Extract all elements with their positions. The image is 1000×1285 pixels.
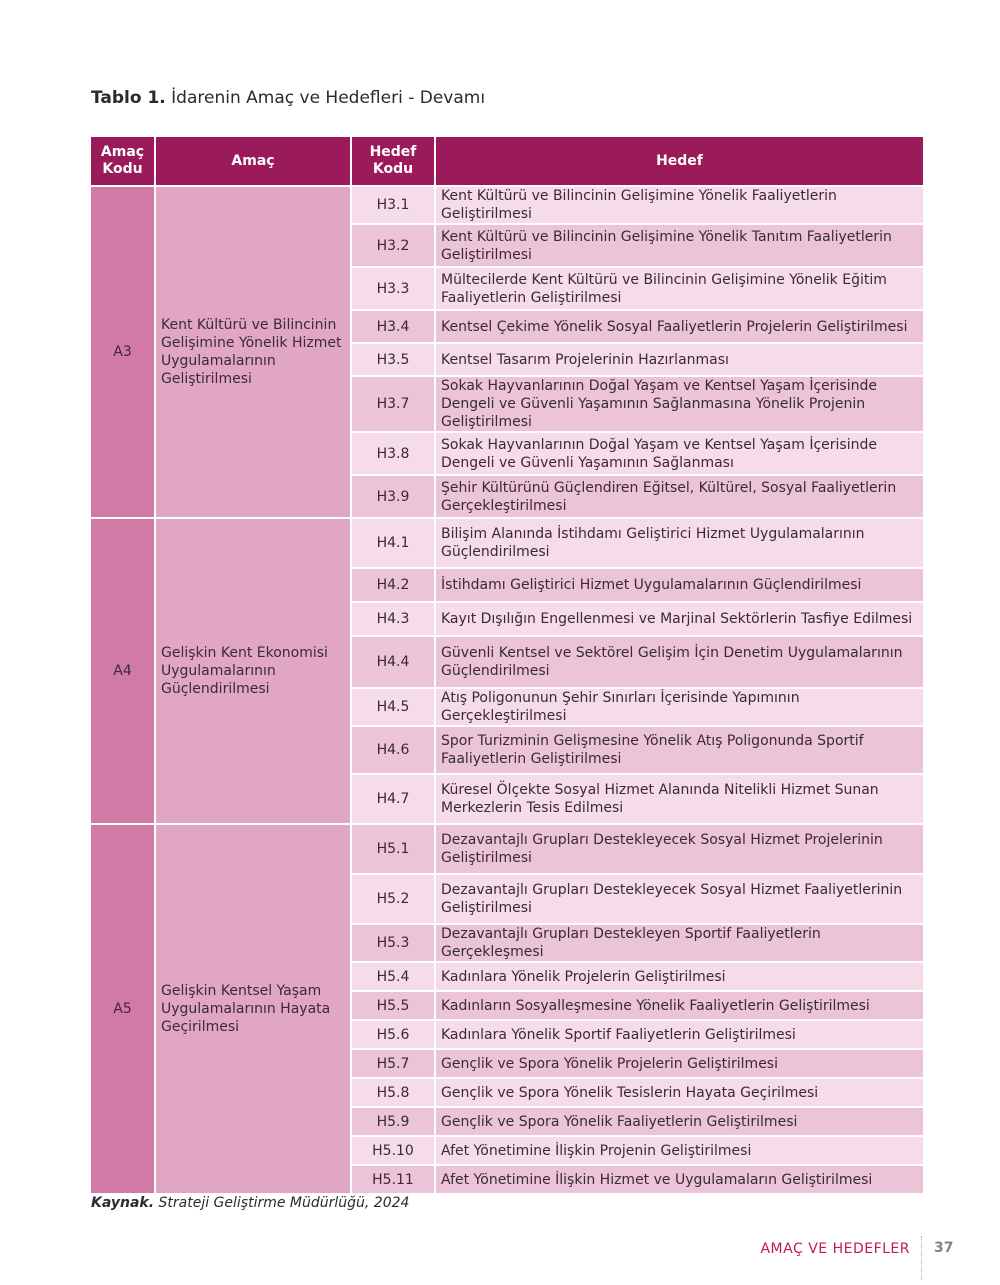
hedef-text-cell: Bilişim Alanında İstihdamı Geliştirici Hizmet Uygulamalarının Güçlendirilmesi [435, 518, 923, 568]
caption-label: Tablo 1. [91, 88, 166, 108]
table-row [91, 824, 923, 874]
amac-code-cell: A3 [91, 186, 155, 518]
amac-code-cell: A4 [91, 518, 155, 824]
source-text: Strateji Geliştirme Müdürlüğü, 2024 [158, 1195, 410, 1211]
footer-divider [921, 1236, 922, 1280]
hedef-code-cell: H3.7 [351, 376, 435, 432]
hedef-code-cell: H5.8 [351, 1078, 435, 1107]
table-caption [91, 88, 485, 108]
hedef-code-cell: H3.9 [351, 475, 435, 518]
footer-section-title: AMAÇ VE HEDEFLER [760, 1241, 910, 1257]
hedef-code-cell: H4.7 [351, 774, 435, 824]
goals-table [91, 137, 923, 1195]
hedef-code-cell: H3.2 [351, 224, 435, 267]
hedef-text-cell: Kentsel Tasarım Projelerinin Hazırlanması [435, 343, 923, 376]
hedef-code-cell: H4.5 [351, 688, 435, 726]
amac-text-cell: Gelişkin Kentsel Yaşam Uygulamalarının Hayata Geçirilmesi [155, 824, 351, 1194]
hedef-code-cell: H3.5 [351, 343, 435, 376]
amac-text-cell: Gelişkin Kent Ekonomisi Uygulamalarının Güçlendirilmesi [155, 518, 351, 824]
hedef-text-cell: Atış Poligonunun Şehir Sınırları İçerisinde Yapımının Gerçekleştirilmesi [435, 688, 923, 726]
hedef-text-cell: Kent Kültürü ve Bilincinin Gelişimine Yönelik Faaliyetlerin Geliştirilmesi [435, 186, 923, 224]
hedef-text-cell: Afet Yönetimine İlişkin Hizmet ve Uygulamaların Geliştirilmesi [435, 1165, 923, 1194]
hedef-code-cell: H5.5 [351, 991, 435, 1020]
hedef-code-cell: H4.6 [351, 726, 435, 774]
hedef-text-cell: Kayıt Dışılığın Engellenmesi ve Marjinal Sektörlerin Tasfiye Edilmesi [435, 602, 923, 636]
hedef-code-cell: H5.6 [351, 1020, 435, 1049]
hedef-text-cell: Şehir Kültürünü Güçlendiren Eğitsel, Kültürel, Sosyal Faaliyetlerin Gerçekleştirilmesi [435, 475, 923, 518]
hedef-text-cell: Spor Turizminin Gelişmesine Yönelik Atış Poligonunda Sportif Faaliyetlerin Geliştirilmesi [435, 726, 923, 774]
hedef-code-cell: H4.2 [351, 568, 435, 602]
header-amac-kodu: Amaç Kodu [91, 137, 155, 186]
hedef-code-cell: H5.9 [351, 1107, 435, 1136]
amac-text-cell: Kent Kültürü ve Bilincinin Gelişimine Yönelik Hizmet Uygulamalarının Geliştirilmesi [155, 186, 351, 518]
hedef-text-cell: Gençlik ve Spora Yönelik Tesislerin Hayata Geçirilmesi [435, 1078, 923, 1107]
hedef-text-cell: Kadınlara Yönelik Projelerin Geliştirilmesi [435, 962, 923, 991]
hedef-code-cell: H5.1 [351, 824, 435, 874]
page-number: 37 [934, 1240, 954, 1256]
table-row [91, 186, 923, 224]
source-label: Kaynak. [91, 1195, 155, 1211]
amac-code-cell: A5 [91, 824, 155, 1194]
hedef-text-cell: Afet Yönetimine İlişkin Projenin Geliştirilmesi [435, 1136, 923, 1165]
hedef-text-cell: Gençlik ve Spora Yönelik Faaliyetlerin Geliştirilmesi [435, 1107, 923, 1136]
hedef-text-cell: Kent Kültürü ve Bilincinin Gelişimine Yönelik Tanıtım Faaliyetlerin Geliştirilmesi [435, 224, 923, 267]
hedef-code-cell: H3.1 [351, 186, 435, 224]
header-hedef-kodu: Hedef Kodu [351, 137, 435, 186]
table-header-row [91, 137, 923, 186]
header-hedef: Hedef [435, 137, 923, 186]
hedef-text-cell: İstihdamı Geliştirici Hizmet Uygulamalarının Güçlendirilmesi [435, 568, 923, 602]
hedef-code-cell: H5.10 [351, 1136, 435, 1165]
hedef-code-cell: H5.3 [351, 924, 435, 962]
hedef-code-cell: H3.8 [351, 432, 435, 475]
hedef-text-cell: Dezavantajlı Grupları Destekleyen Sportif Faaliyetlerin Gerçekleşmesi [435, 924, 923, 962]
hedef-code-cell: H3.4 [351, 310, 435, 343]
hedef-code-cell: H4.4 [351, 636, 435, 688]
hedef-code-cell: H4.3 [351, 602, 435, 636]
hedef-code-cell: H5.2 [351, 874, 435, 924]
hedef-text-cell: Sokak Hayvanlarının Doğal Yaşam ve Kentsel Yaşam İçerisinde Dengeli ve Güvenli Yaşamının Sağlanması [435, 432, 923, 475]
hedef-text-cell: Mültecilerde Kent Kültürü ve Bilincinin Gelişimine Yönelik Eğitim Faaliyetlerin Geliştirilmesi [435, 267, 923, 310]
hedef-text-cell: Dezavantajlı Grupları Destekleyecek Sosyal Hizmet Projelerinin Geliştirilmesi [435, 824, 923, 874]
hedef-text-cell: Gençlik ve Spora Yönelik Projelerin Geliştirilmesi [435, 1049, 923, 1078]
hedef-text-cell: Kadınlara Yönelik Sportif Faaliyetlerin Geliştirilmesi [435, 1020, 923, 1049]
hedef-code-cell: H4.1 [351, 518, 435, 568]
source-note [91, 1195, 409, 1211]
caption-text: İdarenin Amaç ve Hedefleri - Devamı [171, 88, 486, 108]
hedef-text-cell: Güvenli Kentsel ve Sektörel Gelişim İçin Denetim Uygulamalarının Güçlendirilmesi [435, 636, 923, 688]
hedef-text-cell: Küresel Ölçekte Sosyal Hizmet Alanında Nitelikli Hizmet Sunan Merkezlerin Tesis Edilmesi [435, 774, 923, 824]
hedef-code-cell: H3.3 [351, 267, 435, 310]
hedef-code-cell: H5.4 [351, 962, 435, 991]
hedef-code-cell: H5.11 [351, 1165, 435, 1194]
table-body [91, 186, 923, 1194]
hedef-code-cell: H5.7 [351, 1049, 435, 1078]
hedef-text-cell: Sokak Hayvanlarının Doğal Yaşam ve Kentsel Yaşam İçerisinde Dengeli ve Güvenli Yaşamının Sağlanmasına Yönelik Projenin Geliştirilmesi [435, 376, 923, 432]
hedef-text-cell: Dezavantajlı Grupları Destekleyecek Sosyal Hizmet Faaliyetlerinin Geliştirilmesi [435, 874, 923, 924]
table-row [91, 518, 923, 568]
hedef-text-cell: Kadınların Sosyalleşmesine Yönelik Faaliyetlerin Geliştirilmesi [435, 991, 923, 1020]
header-amac: Amaç [155, 137, 351, 186]
hedef-text-cell: Kentsel Çekime Yönelik Sosyal Faaliyetlerin Projelerin Geliştirilmesi [435, 310, 923, 343]
